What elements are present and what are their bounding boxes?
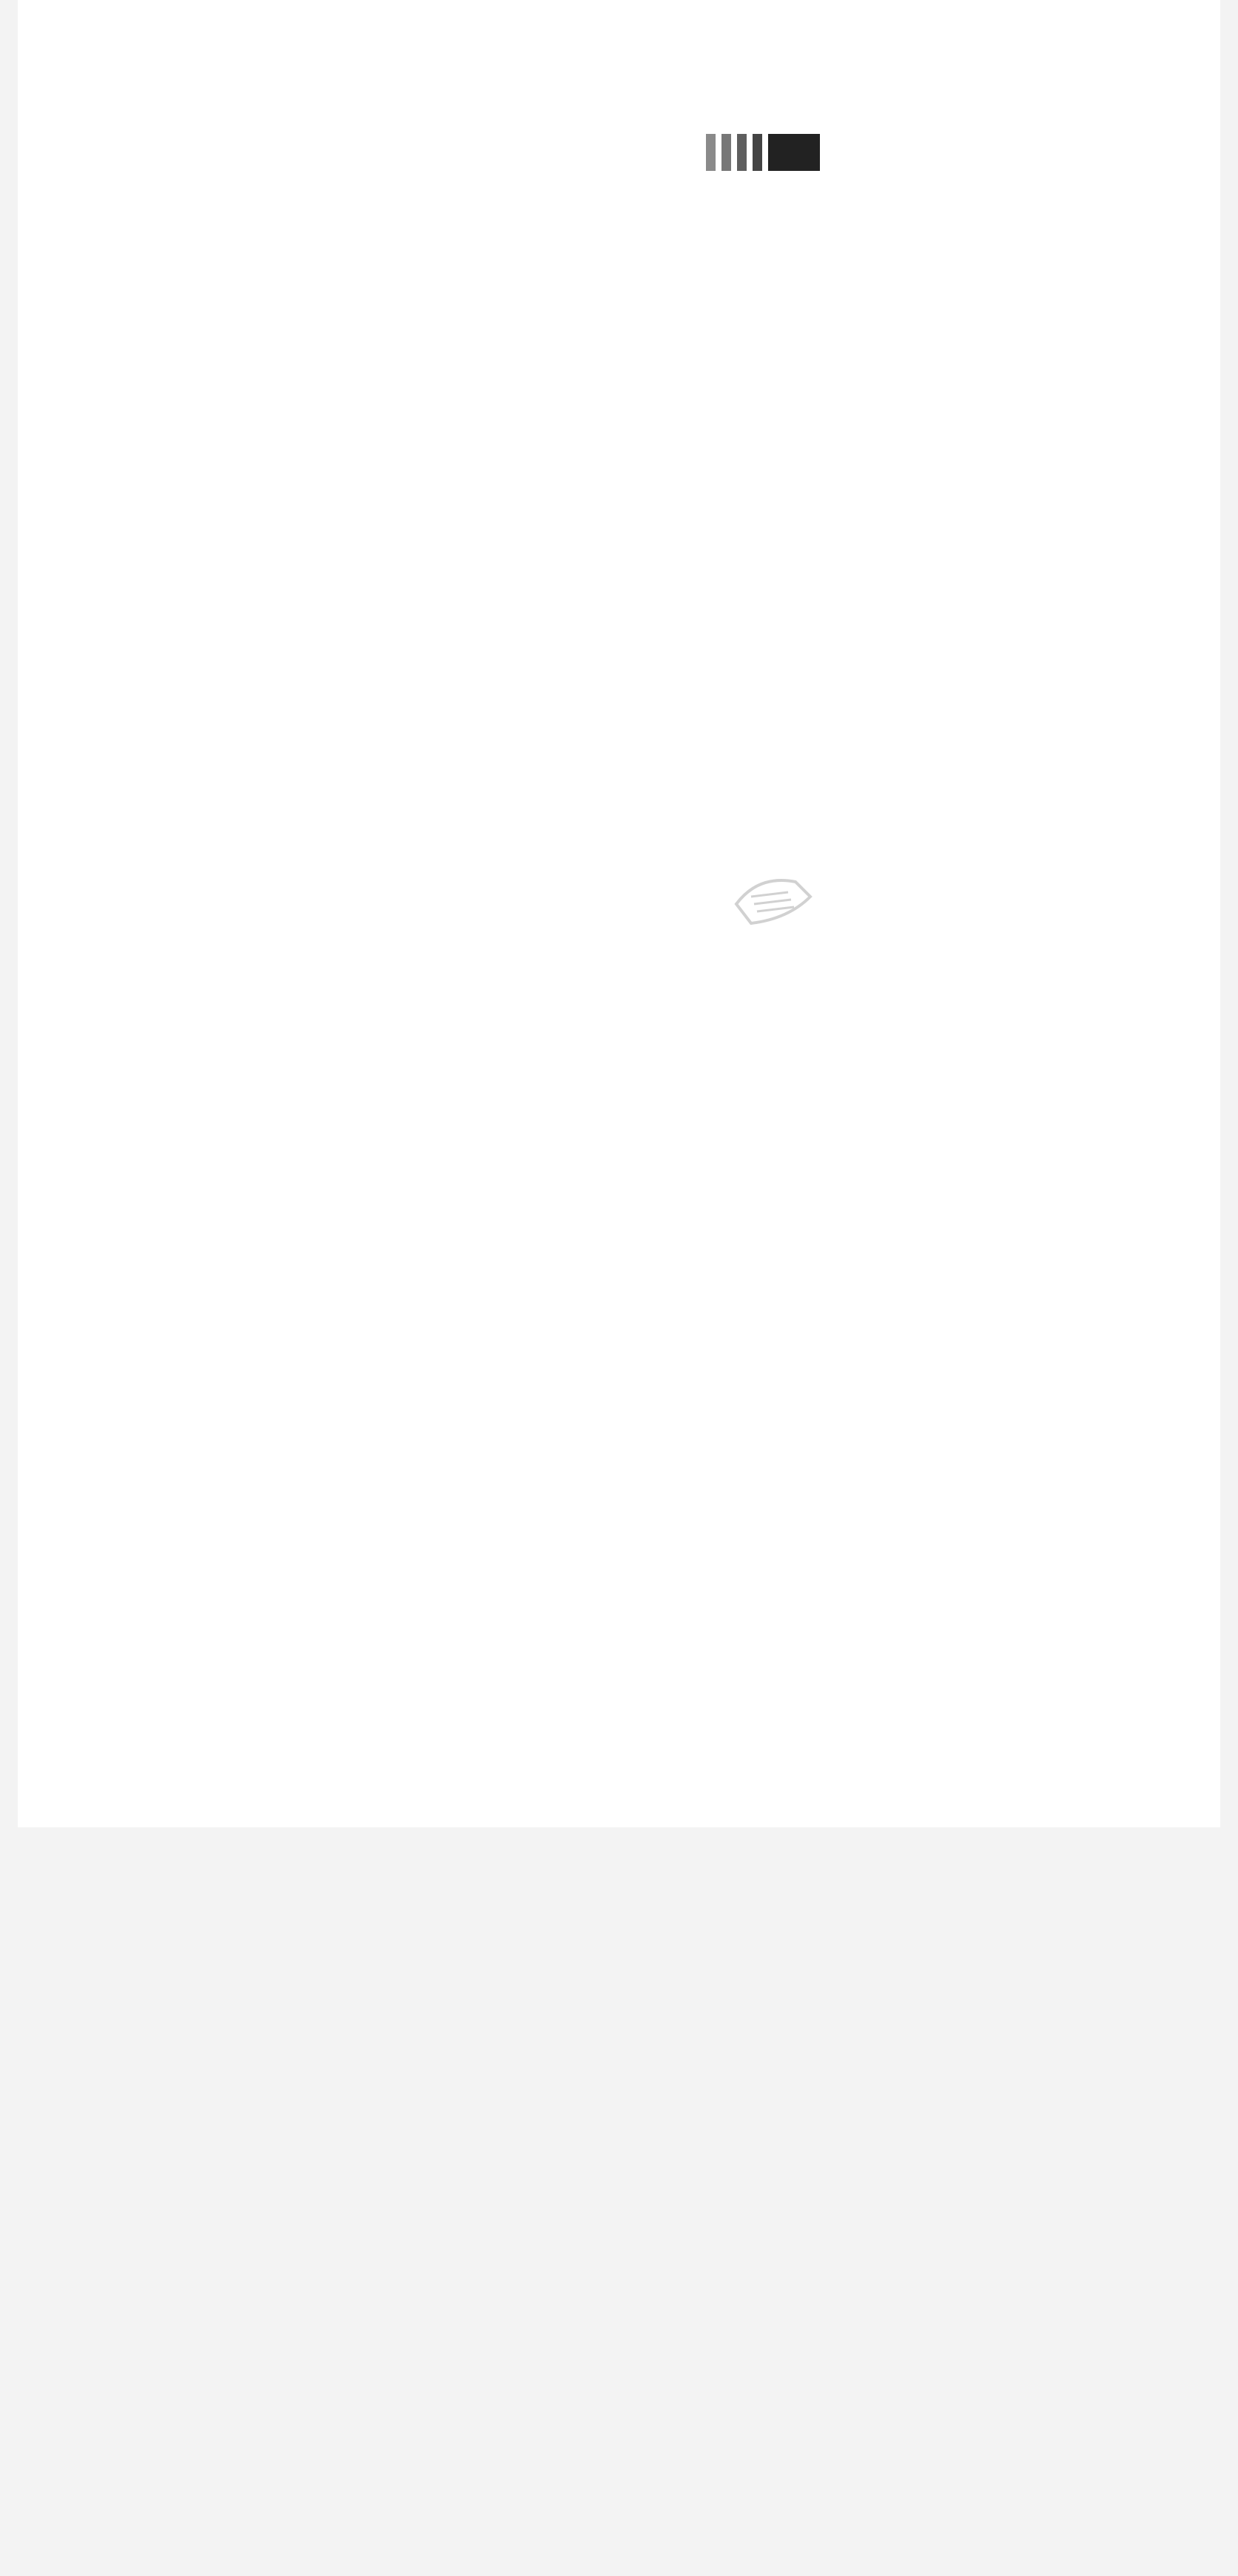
answer-content: [172, 206, 1097, 228]
page-header: [681, 124, 820, 181]
answer-page: [18, 0, 1220, 1827]
stamp-icon: [729, 867, 818, 931]
header-decoration: [706, 134, 820, 171]
